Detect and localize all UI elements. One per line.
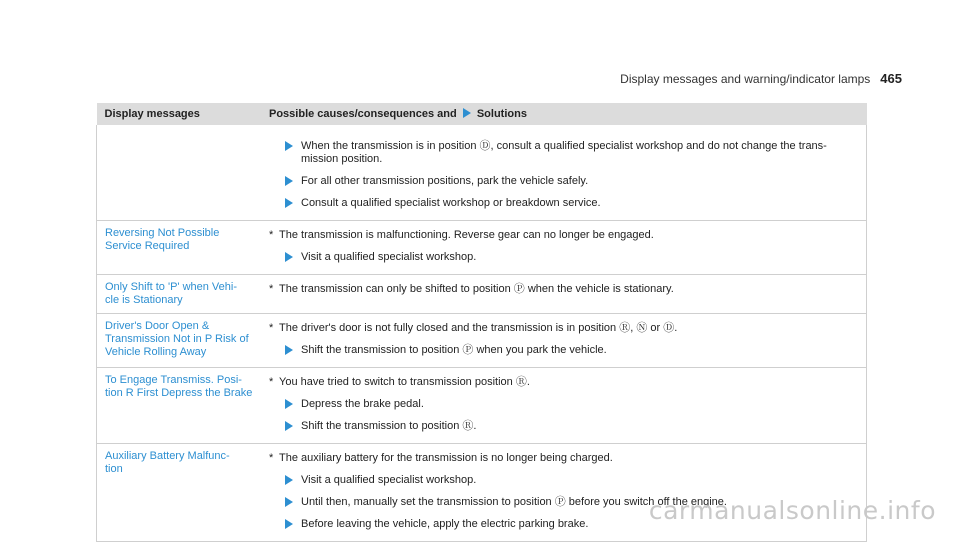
table-row bbox=[97, 221, 867, 275]
message-cell bbox=[97, 368, 262, 444]
cause-text: The transmission is malfunctioning. Reverse gear can no longer be engaged. bbox=[279, 229, 654, 241]
play-arrow-icon bbox=[285, 176, 293, 186]
cause-item bbox=[269, 322, 858, 335]
bullet-star-icon: * bbox=[269, 322, 274, 334]
col-header-causes bbox=[261, 103, 867, 125]
message-cell-empty bbox=[97, 125, 262, 221]
table-row bbox=[97, 275, 867, 314]
play-arrow-icon bbox=[285, 399, 293, 409]
message-cell bbox=[97, 444, 262, 542]
bullet-star-icon: * bbox=[269, 283, 274, 295]
solution-step-text: Shift the transmission to position Ⓟ when you park the vehicle. bbox=[301, 344, 607, 356]
message-name: Reversing Not Possible Service Required bbox=[105, 227, 220, 252]
page-header bbox=[620, 71, 902, 86]
message-cell bbox=[97, 221, 262, 275]
table-header-row bbox=[97, 103, 867, 125]
play-arrow-icon bbox=[285, 141, 293, 151]
solution-step-text: Before leaving the vehicle, apply the electric parking brake. bbox=[301, 518, 589, 530]
play-arrow-icon bbox=[285, 519, 293, 529]
solution-step bbox=[269, 398, 858, 411]
display-messages-table bbox=[96, 103, 867, 542]
play-arrow-icon bbox=[285, 475, 293, 485]
cause-text: The driver's door is not fully closed and the transmission is in position Ⓡ, Ⓝ or Ⓓ. bbox=[279, 322, 678, 334]
play-arrow-icon bbox=[285, 252, 293, 262]
solution-step bbox=[269, 474, 858, 487]
solution-cell bbox=[261, 125, 867, 221]
solution-step-text: Visit a qualified specialist workshop. bbox=[301, 474, 477, 486]
solution-step bbox=[269, 140, 858, 166]
cause-cell bbox=[261, 314, 867, 368]
cause-cell bbox=[261, 368, 867, 444]
cause-item bbox=[269, 229, 858, 242]
play-arrow-icon bbox=[285, 421, 293, 431]
cause-item bbox=[269, 283, 858, 296]
watermark: carmanualsonline.info bbox=[648, 496, 936, 525]
solution-step-text: Visit a qualified specialist workshop. bbox=[301, 251, 477, 263]
cause-text: The transmission can only be shifted to position Ⓟ when the vehicle is stationary. bbox=[279, 283, 674, 295]
solution-step-text: For all other transmission positions, park the vehicle safely. bbox=[301, 175, 589, 187]
cause-cell bbox=[261, 444, 867, 542]
solution-step bbox=[269, 197, 858, 210]
message-name: Auxiliary Battery Malfunc- tion bbox=[105, 450, 230, 475]
solution-step-text: Depress the brake pedal. bbox=[301, 398, 424, 410]
table-row-continued bbox=[97, 125, 867, 221]
play-arrow-icon bbox=[463, 108, 471, 118]
solution-step bbox=[269, 175, 858, 188]
message-name: Only Shift to 'P' when Vehi- cle is Stationary bbox=[105, 281, 237, 306]
solution-step-text: Shift the transmission to position Ⓡ. bbox=[301, 420, 477, 432]
col-header-solutions-label: Solutions bbox=[476, 107, 527, 120]
cause-item bbox=[269, 452, 858, 465]
message-cell bbox=[97, 275, 262, 314]
col-header-causes-label: Possible causes/consequences and bbox=[269, 107, 457, 120]
cause-text: You have tried to switch to transmission position Ⓡ. bbox=[279, 376, 530, 388]
play-arrow-icon bbox=[285, 198, 293, 208]
solution-step bbox=[269, 251, 858, 264]
solution-step bbox=[269, 344, 858, 357]
table-body bbox=[97, 125, 867, 542]
solution-step-text: When the transmission is in position Ⓓ, consult a qualified specialist workshop and do not change the trans- mission position. bbox=[301, 140, 827, 165]
bullet-star-icon: * bbox=[269, 376, 274, 388]
bullet-star-icon: * bbox=[269, 452, 274, 464]
table-row bbox=[97, 314, 867, 368]
solution-step-text: Consult a qualified specialist workshop or breakdown service. bbox=[301, 197, 601, 209]
bullet-star-icon: * bbox=[269, 229, 274, 241]
page-number: 465 bbox=[880, 71, 902, 86]
cause-cell bbox=[261, 221, 867, 275]
solution-step-text: Until then, manually set the transmission to position Ⓟ before you switch off the engine. bbox=[301, 496, 727, 508]
message-name: To Engage Transmiss. Posi- tion R First Depress the Brake bbox=[105, 374, 253, 399]
cause-cell bbox=[261, 275, 867, 314]
cause-item bbox=[269, 376, 858, 389]
table-row bbox=[97, 444, 867, 542]
table-row bbox=[97, 368, 867, 444]
solution-step bbox=[269, 420, 858, 433]
message-name: Driver's Door Open & Transmission Not in P Risk of Vehicle Rolling Away bbox=[105, 320, 249, 358]
message-cell bbox=[97, 314, 262, 368]
section-title: Display messages and warning/indicator lamps bbox=[620, 72, 871, 86]
cause-text: The auxiliary battery for the transmission is no longer being charged. bbox=[279, 452, 613, 464]
col-header-messages: Display messages bbox=[97, 103, 262, 125]
play-arrow-icon bbox=[285, 345, 293, 355]
play-arrow-icon bbox=[285, 497, 293, 507]
